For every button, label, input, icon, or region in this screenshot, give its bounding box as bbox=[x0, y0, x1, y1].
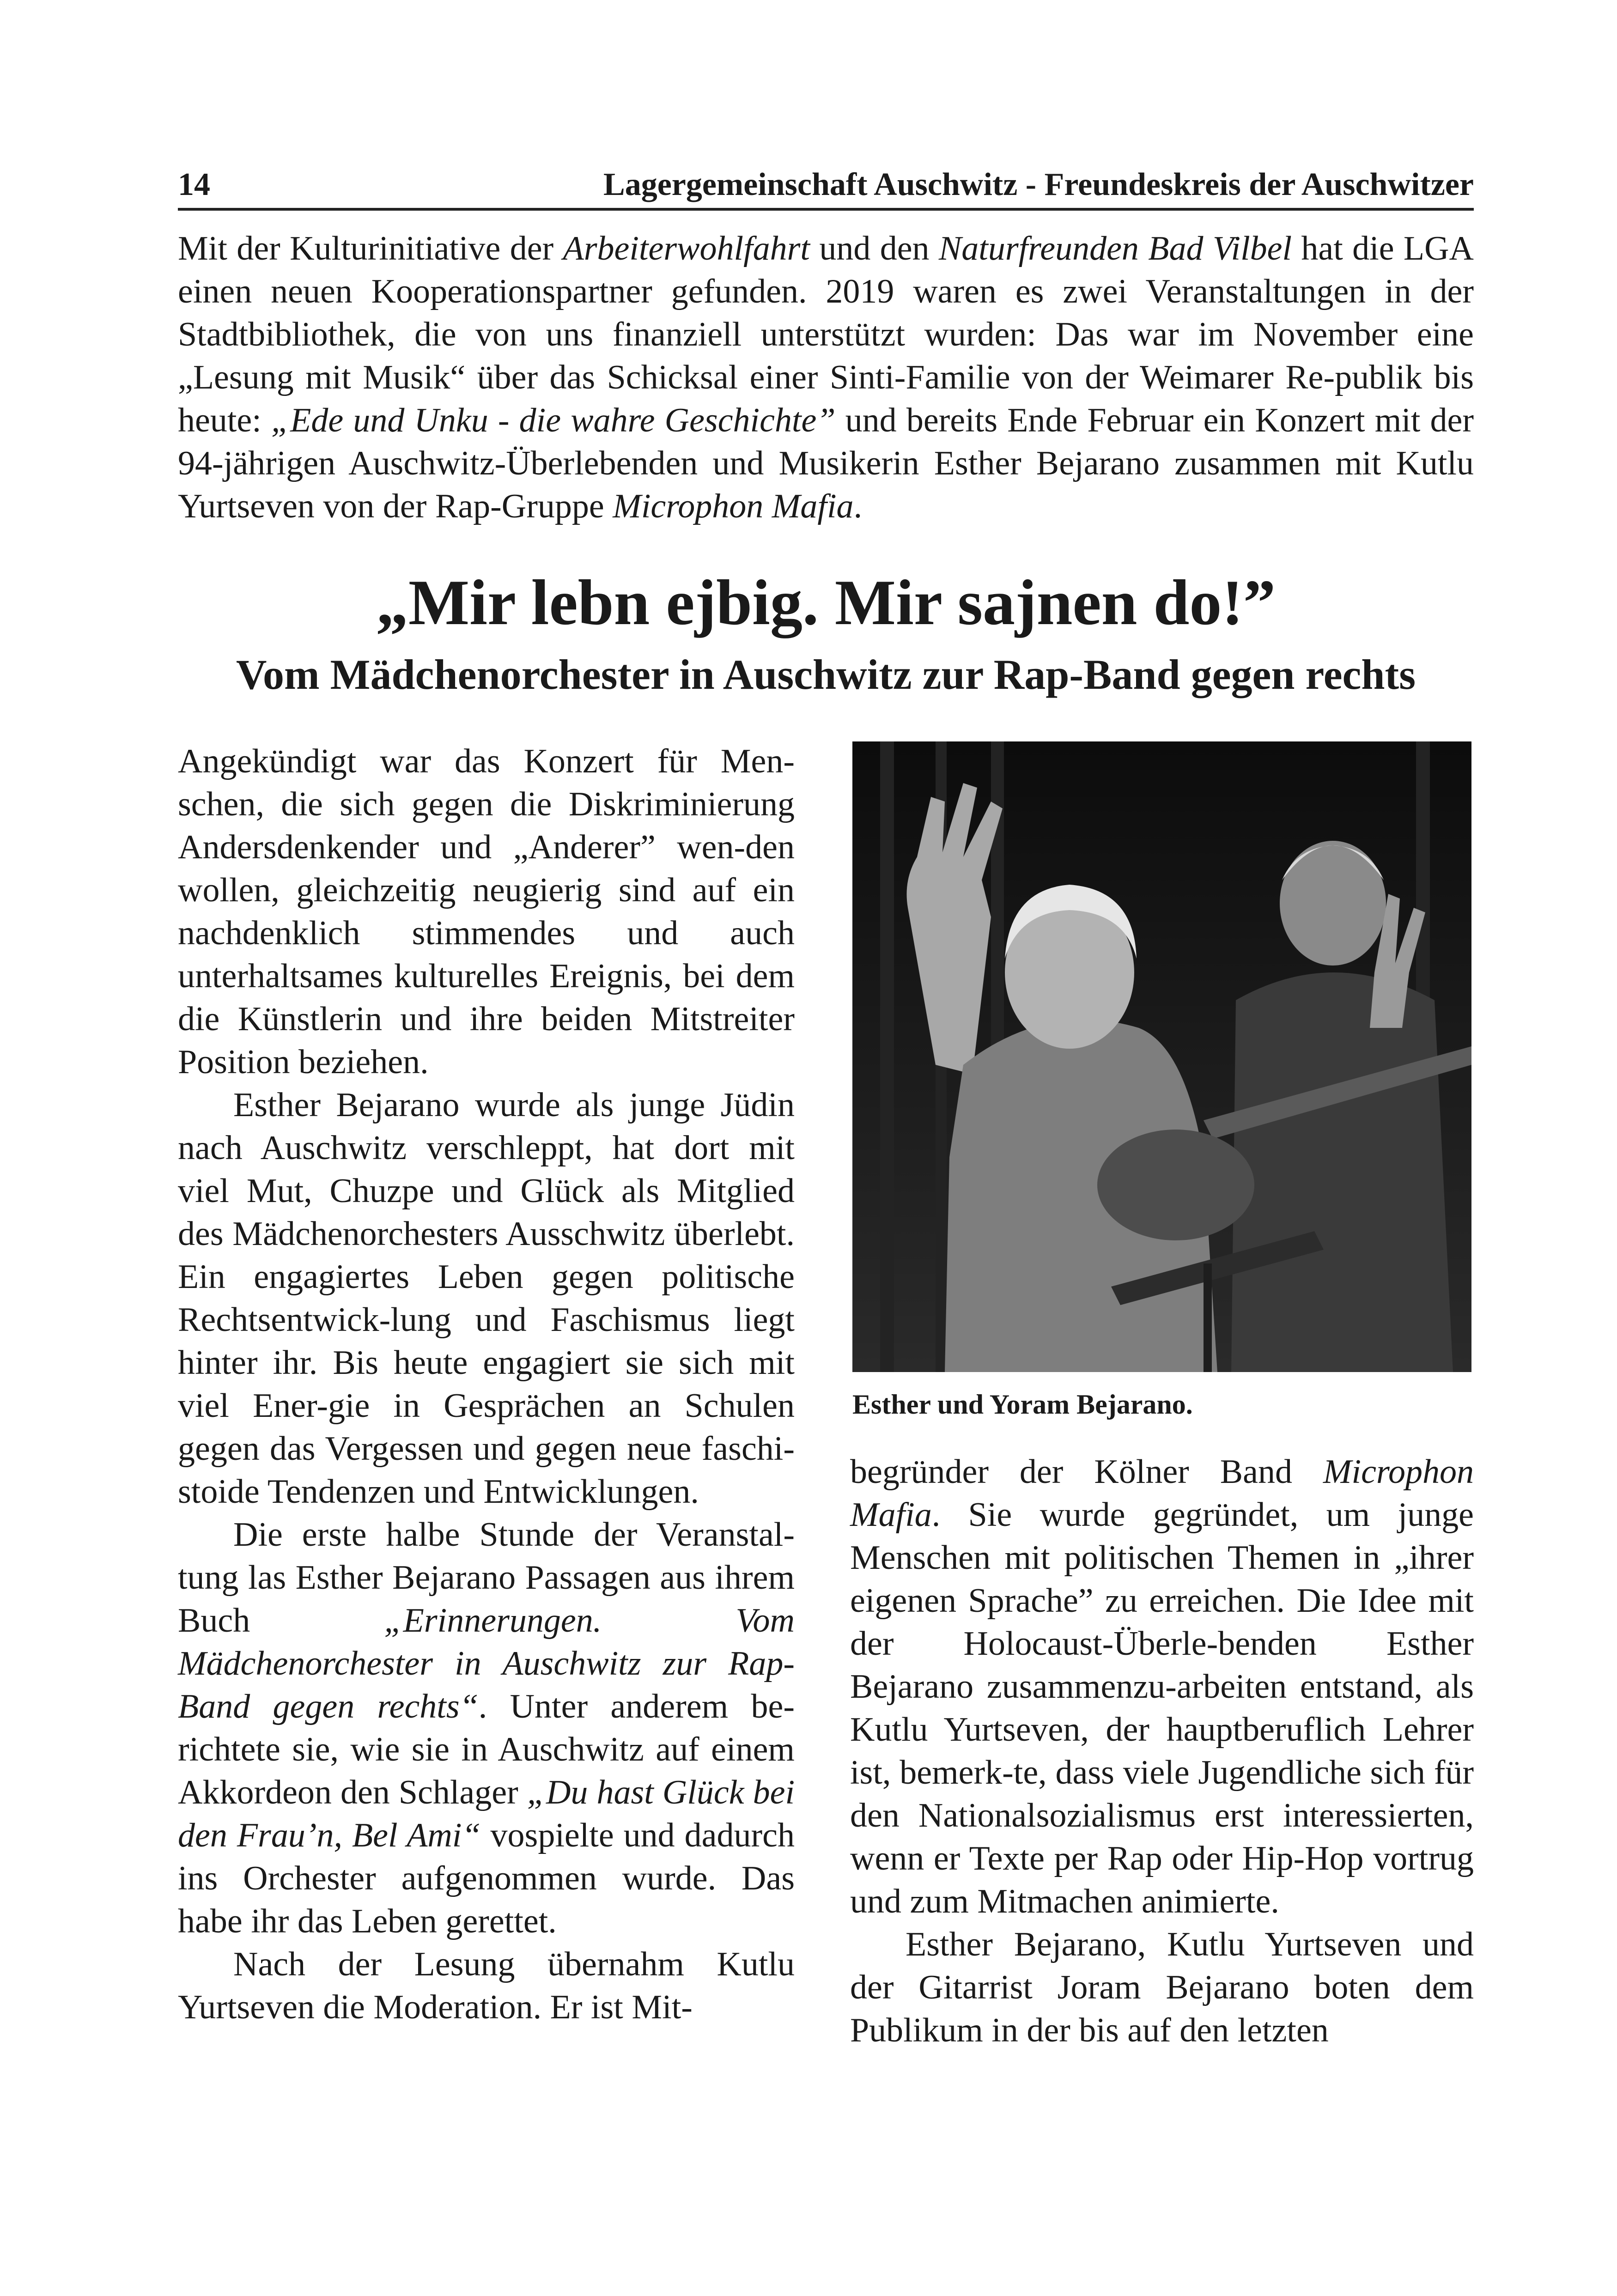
intro-paragraph bbox=[178, 227, 1474, 528]
concert-photo bbox=[852, 741, 1471, 1372]
page-header bbox=[178, 162, 1474, 211]
body-paragraph bbox=[850, 1451, 1474, 1923]
intro-text: und bereits Ende Februar ein Konzert mit der 94-jährigen Auschwitz-Überlebenden und Musikerin Esther Bejarano zusammen mit Kutlu Yurtseven von der Rap-Gruppe bbox=[178, 401, 1474, 525]
right-column bbox=[850, 1451, 1474, 2052]
body-text: vospielte und dadurch ins Orchester aufgenommen wurde. Das habe ihr das Leben gerettet. bbox=[178, 1816, 795, 1940]
body-text: . Sie wurde gegründet, um junge Menschen mit politischen Themen in „ihrer eigenen Sprache” zu erreichen. Die Idee mit der Holocaust-Überle-benden Esther Bejarano zusammenzu-arbeiten entstand, als Kutlu Yurtseven, der hauptberuflich Lehrer ist, bemerk-te, dass viele Jugendliche sich für den Nationalsozialismus erst interessierten, wenn er Texte per Rap oder Hip-Hop vortrug und zum Mitmachen animierte. bbox=[850, 1496, 1474, 1920]
intro-emphasis: Microphon Mafia bbox=[613, 487, 854, 525]
intro-text: Mit der Kulturinitiative der bbox=[178, 230, 563, 267]
intro-text: hat die LGA einen neuen Kooperationspartner gefunden. 2019 waren es zwei Veranstaltungen in der Stadtbibliothek, die von uns finanziell unterstützt wurden: Das war im November eine „Lesung mit Musik“ über das Schicksal einer Sinti-Familie von der Weimarer Re-publik bis heute: bbox=[178, 230, 1474, 439]
book-title: „Erinnerungen. Vom Mädchenorchester in Auschwitz zur Rap-Band gegen rechts“ bbox=[178, 1602, 795, 1725]
band-name: Microphon Mafia bbox=[850, 1453, 1474, 1534]
running-head: Lagergemeinschaft Auschwitz - Freundeskreis der Auschwitzer bbox=[603, 167, 1474, 202]
article-subtitle: Vom Mädchenorchester in Auschwitz zur Rap-Band gegen rechts bbox=[236, 651, 1416, 698]
page-number: 14 bbox=[178, 167, 210, 202]
intro-emphasis: „Ede und Unku - die wahre Geschichte” bbox=[271, 401, 836, 439]
body-text: begründer der Kölner Band bbox=[850, 1453, 1323, 1491]
body-paragraph: Angekündigt war das Konzert für Men-schen, die sich gegen die Diskriminierung Andersdenkender und „Anderer” wen-den wollen, gleichzeitig neugierig sind auf ein nachdenklich stimmendes und auch unterhaltsames kulturelles Ereignis, bei dem die Künstlerin und ihre beiden Mitstreiter Position beziehen. bbox=[178, 742, 795, 1081]
left-column bbox=[178, 740, 795, 2029]
body-text: . Unter anderem be-richtete sie, wie sie in Auschwitz auf einem Akkordeon den Schlager bbox=[178, 1688, 795, 1811]
intro-emphasis: Arbeiterwohlfahrt bbox=[563, 230, 810, 267]
intro-text: . bbox=[853, 487, 863, 525]
body-paragraph bbox=[178, 1513, 795, 1943]
song-title: „Du hast Glück bei den Frau’n, Bel Ami“ bbox=[178, 1774, 795, 1854]
intro-emphasis: Naturfreunden Bad Vilbel bbox=[938, 230, 1292, 267]
photo-illustration bbox=[852, 741, 1471, 1372]
photo-caption: Esther und Yoram Bejarano. bbox=[852, 1389, 1193, 1420]
intro-text: und den bbox=[810, 230, 939, 267]
article-title: „Mir lebn ejbig. Mir sajnen do!” bbox=[376, 567, 1276, 638]
body-paragraph: Nach der Lesung übernahm Kutlu Yurtseven die Moderation. Er ist Mit- bbox=[178, 1945, 795, 2026]
body-paragraph: Esther Bejarano wurde als junge Jüdin nach Auschwitz verschleppt, hat dort mit viel Mut, Chuzpe und Glück als Mitglied des Mädchenorchesters Ausschwitz überlebt. Ein engagiertes Leben gegen politische Rechtsentwick-lung und Faschismus liegt hinter ihr. Bis heute engagiert sie sich mit viel Ener-gie in Gesprächen an Schulen gegen das Vergessen und gegen neue faschi-stoide Tendenzen und Entwicklungen. bbox=[178, 1086, 795, 1511]
body-text: Die erste halbe Stunde der Veranstal-tung las Esther Bejarano Passagen aus ihrem Buch bbox=[178, 1516, 795, 1640]
body-paragraph: Esther Bejarano, Kutlu Yurtseven und der Gitarrist Joram Bejarano boten dem Publikum in der bis auf den letzten bbox=[850, 1925, 1474, 2049]
